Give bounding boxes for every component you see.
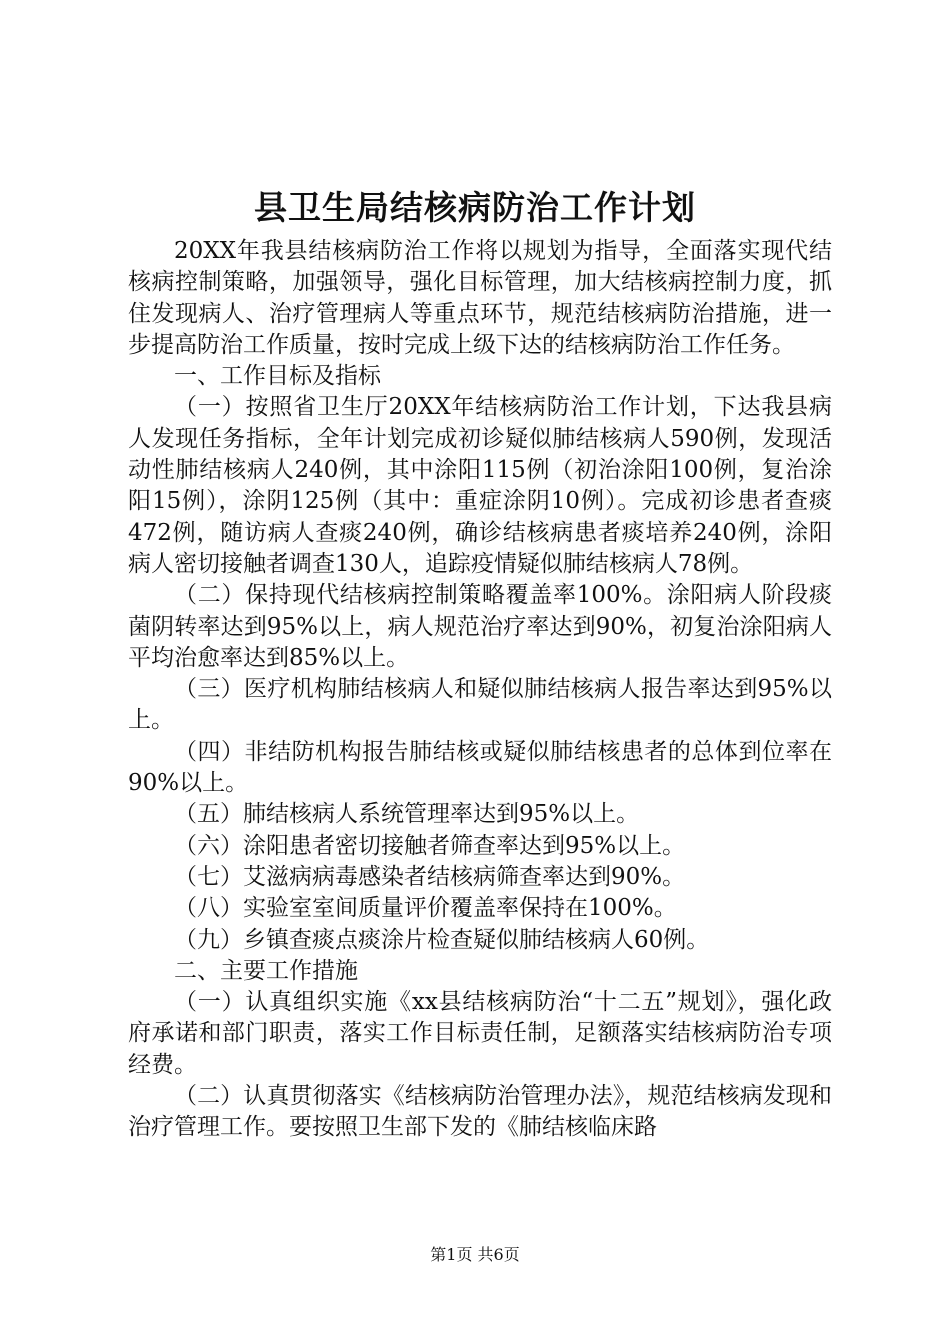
measure-item-1: （一）认真组织实施《xx县结核病防治“十二五”规划》，强化政府承诺和部门职责，落实工作目标责任制，足额落实结核病防治专项经费。: [128, 989, 832, 1078]
section-heading-goals: 一、工作目标及指标: [174, 363, 381, 390]
goal-item-7: （七）艾滋病病毒感染者结核病筛查率达到90%。: [174, 863, 686, 890]
intro-paragraph: 20XX年我县结核病防治工作将以规划为指导，全面落实现代结核病控制策略，加强领导，强化目标管理，加大结核病控制力度，抓住发现病人、治疗管理病人等重点环节，规范结核病防治措施，进一步提高防治工作质量，按时完成上级下达的结核病防治工作任务。: [128, 238, 832, 358]
goal-item-3: （三）医疗机构肺结核病人和疑似肺结核病人报告率达到95%以上。: [128, 676, 832, 734]
document-title: 县卫生局结核病防治工作计划: [254, 188, 696, 227]
goal-item-4: （四）非结防机构报告肺结核或疑似肺结核患者的总体到位率在90%以上。: [128, 738, 832, 797]
goal-item-9: （九）乡镇查痰点痰涂片检查疑似肺结核病人60例。: [174, 926, 710, 953]
document-body: [128, 236, 832, 1144]
goal-item-8: （八）实验室室间质量评价覆盖率保持在100%。: [174, 895, 677, 922]
section-heading-measures: 二、主要工作措施: [174, 957, 358, 984]
goal-item-6: （六）涂阳患者密切接触者筛查率达到95%以上。: [174, 832, 686, 859]
measure-item-2: （二）认真贯彻落实《结核病防治管理办法》，规范结核病发现和治疗管理工作。要按照卫生部下发的《肺结核临床路: [128, 1083, 832, 1141]
goal-item-1: （一）按照省卫生厅20XX年结核病防治工作计划，下达我县病人发现任务指标，全年计划完成初诊疑似肺结核病人590例，发现活动性肺结核病人240例，其中涂阳115例（初治涂阳100例，复治涂阳15例），涂阴125例（其中：重症涂阴10例）。完成初诊患者查痰472例，随访病人查痰240例，确诊结核病患者痰培养240例，涂阳病人密切接触者调查130人，追踪疫情疑似肺结核病人78例。: [128, 394, 832, 577]
goal-item-5: （五）肺结核病人系统管理率达到95%以上。: [174, 801, 640, 828]
page-footer: 第1页 共6页: [430, 1245, 520, 1264]
goal-item-2: （二）保持现代结核病控制策略覆盖率100%。涂阳病人阶段痰菌阴转率达到95%以上，病人规范治疗率达到90%，初复治涂阳病人平均治愈率达到85%以上。: [128, 582, 832, 671]
